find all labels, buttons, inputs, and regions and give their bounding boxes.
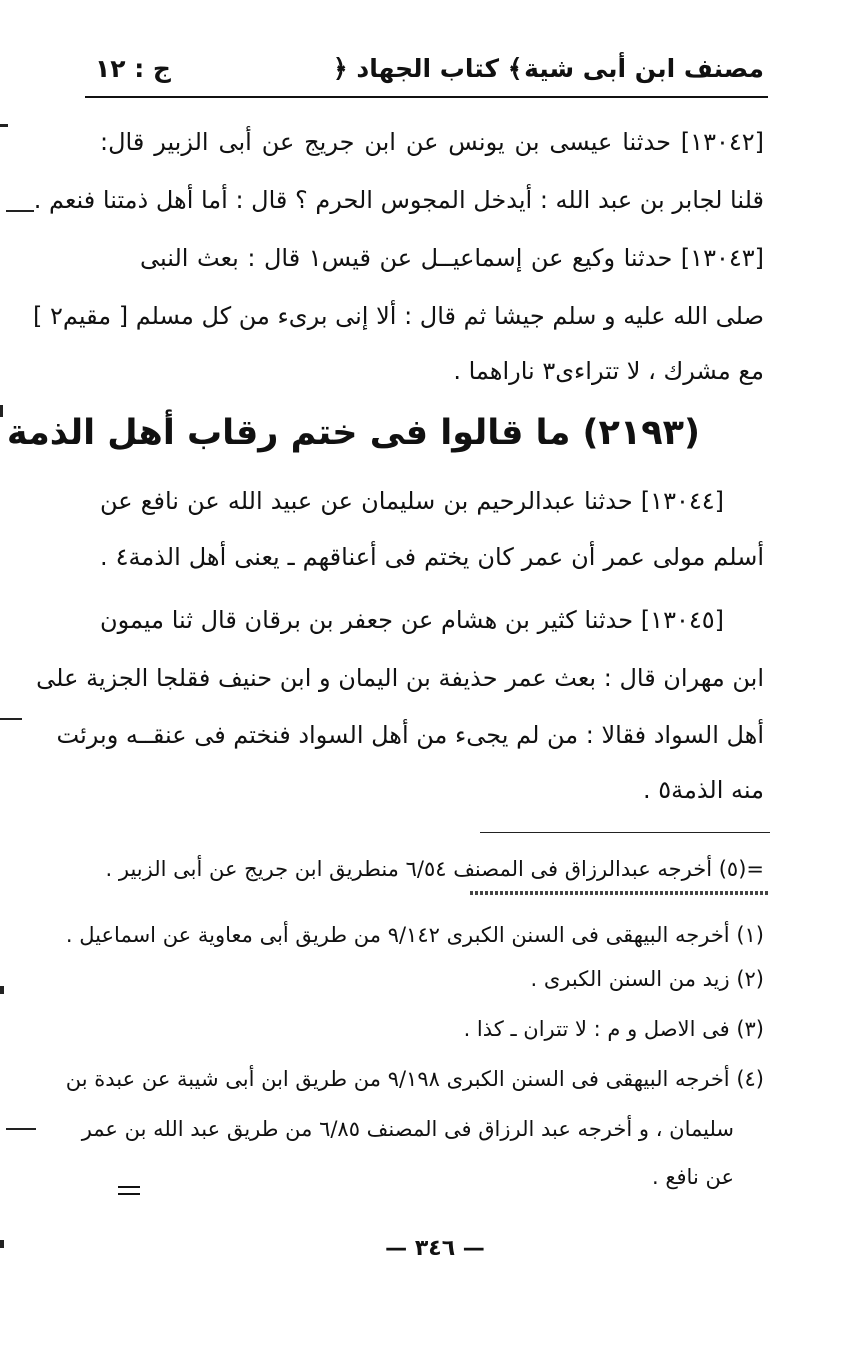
margin-mark bbox=[6, 210, 34, 212]
text-line: أهل السواد فقالا : من لم يجىء من أهل السواد فنختم فى عنقــه وبرئت bbox=[56, 721, 764, 749]
margin-mark bbox=[0, 718, 22, 720]
continuation-mark bbox=[118, 1186, 140, 1195]
page-number: — ٣٤٦ — bbox=[385, 1236, 485, 1261]
text-line: [١٣٠٤٤] حدثنا عبدالرحيم بن سليمان عن عبيد الله عن نافع عن bbox=[100, 487, 724, 515]
text-line: [١٣٠٤٣] حدثنا وكيع عن إسماعيــل عن قيس١ قال : بعث النبى bbox=[140, 244, 764, 272]
text-line: منه الذمة٥ . bbox=[642, 776, 764, 804]
footnote-4: (٤) أخرجه البيهقى فى السنن الكبرى ٩/١٩٨ من طريق ابن أبى شيبة عن عبدة بن bbox=[65, 1067, 764, 1091]
margin-mark bbox=[6, 1128, 36, 1130]
footnote-2: (٢) زيد من السنن الكبرى . bbox=[530, 967, 764, 991]
wavy-underline bbox=[470, 891, 770, 895]
text-line: قلنا لجابر بن عبد الله : أيدخل المجوس الحرم ؟ قال : أما أهل ذمتنا فنعم . bbox=[33, 186, 764, 214]
footnote-4-cont: سليمان ، و أخرجه عبد الرزاق فى المصنف ٦/٨٥ من طريق عبد الله بن عمر bbox=[81, 1117, 734, 1141]
text-line: [١٣٠٤٥] حدثنا كثير بن هشام عن جعفر بن برقان قال ثنا ميمون bbox=[100, 606, 724, 634]
text-line: أسلم مولى عمر أن عمر كان يختم فى أعناقهم ـ يعنى أهل الذمة٤ . bbox=[100, 543, 765, 571]
page-header bbox=[85, 48, 768, 98]
footnote-1: (١) أخرجه البيهقى فى السنن الكبرى ٩/١٤٢ من طريق أبى معاوية عن اسماعيل . bbox=[65, 923, 764, 947]
footnote-continuation: =(٥) أخرجه عبدالرزاق فى المصنف ٦/٥٤ منطريق ابن جريج عن أبى الزبير . bbox=[105, 857, 764, 881]
footnote-4-cont: عن نافع . bbox=[651, 1165, 734, 1189]
volume-number: ج : ١٢ bbox=[95, 54, 171, 83]
text-line: ابن مهران قال : بعث عمر حذيفة بن اليمان و ابن حنيف فقلجا الجزية على bbox=[36, 664, 764, 692]
text-line: [١٣٠٤٢] حدثنا عيسى بن يونس عن ابن جريج عن أبى الزبير قال: bbox=[100, 128, 764, 156]
margin-mark bbox=[0, 405, 3, 417]
chapter-title: ﴿ كتاب الجهاد ﴾ bbox=[333, 54, 523, 83]
text-line: مع مشرك ، لا تتراءى٣ ناراهما . bbox=[453, 357, 764, 385]
margin-mark bbox=[0, 1240, 4, 1248]
footnote-3: (٣) فى الاصل و م : لا تتران ـ كذا . bbox=[463, 1017, 764, 1041]
footnote-separator bbox=[480, 832, 770, 833]
margin-mark bbox=[0, 124, 8, 127]
text-line: صلى الله عليه و سلم جيشا ثم قال : ألا إنى برىء من كل مسلم [ مقيم٢ ] bbox=[32, 302, 764, 330]
margin-mark bbox=[0, 986, 4, 994]
book-title: مصنف ابن أبى شية bbox=[524, 54, 764, 83]
section-heading: (٢١٩٣) ما قالوا فى ختم رقاب أهل الذمة bbox=[6, 413, 700, 453]
